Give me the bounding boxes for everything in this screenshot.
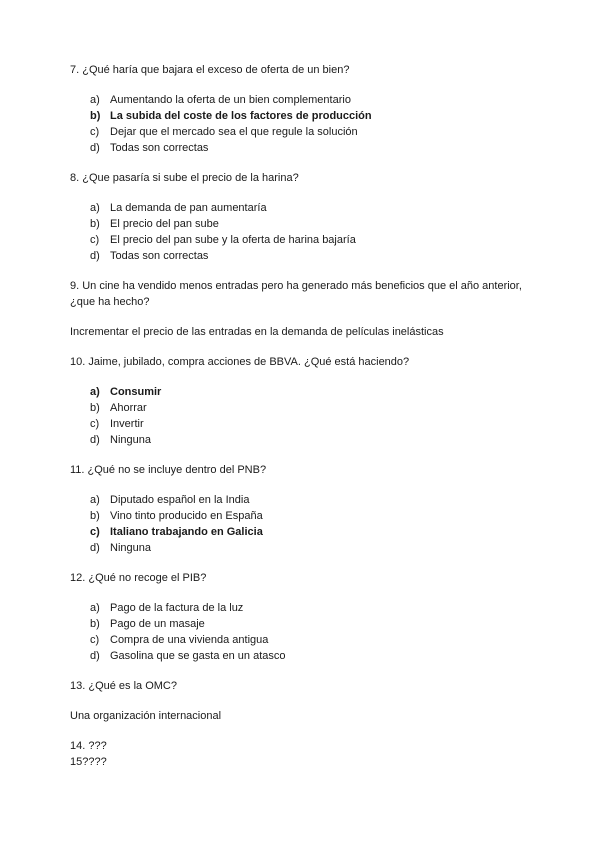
answer-text: 15???? <box>70 756 107 768</box>
option-letter: b) <box>90 402 100 414</box>
option-text: Todas son correctas <box>110 250 209 262</box>
question-text: 8. ¿Que pasaría si sube el precio de la harina? <box>70 172 299 184</box>
option-letter: c) <box>90 126 100 138</box>
answer-text: Incrementar el precio de las entradas en la demanda de películas inelásticas <box>70 326 444 338</box>
option-text: Italiano trabajando en Galicia <box>110 526 263 538</box>
option-row <box>70 492 536 508</box>
option-text: Ahorrar <box>110 402 147 414</box>
option-text: El precio del pan sube y la oferta de harina bajaría <box>110 234 356 246</box>
answer-text: Una organización internacional <box>70 710 222 722</box>
option-letter: d) <box>90 650 100 662</box>
document-content <box>70 62 536 770</box>
option-text: Pago de un masaje <box>110 618 205 630</box>
option-letter: c) <box>90 634 100 646</box>
question-text: 11. ¿Qué no se incluye dentro del PNB? <box>70 464 267 476</box>
option-row <box>70 648 536 664</box>
option-row <box>70 416 536 432</box>
option-letter: c) <box>90 234 100 246</box>
option-row <box>70 232 536 248</box>
question-text: 7. ¿Qué haría que bajara el exceso de oferta de un bien? <box>70 64 350 76</box>
option-row <box>70 216 536 232</box>
question-text: 10. Jaime, jubilado, compra acciones de BBVA. ¿Qué está haciendo? <box>70 356 410 368</box>
option-row <box>70 540 536 556</box>
option-row <box>70 124 536 140</box>
question-text: 12. ¿Qué no recoge el PIB? <box>70 572 207 584</box>
option-text: Vino tinto producido en España <box>110 510 263 522</box>
option-row <box>70 92 536 108</box>
option-row <box>70 616 536 632</box>
option-text: Pago de la factura de la luz <box>110 602 244 614</box>
option-text: Dejar que el mercado sea el que regule la solución <box>110 126 358 138</box>
options-list <box>70 492 536 556</box>
option-text: Diputado español en la India <box>110 494 250 506</box>
option-row <box>70 140 536 156</box>
option-letter: b) <box>90 218 100 230</box>
option-row <box>70 384 536 400</box>
option-row <box>70 432 536 448</box>
option-letter: b) <box>90 510 100 522</box>
option-letter: d) <box>90 542 100 554</box>
option-letter: b) <box>90 110 101 122</box>
option-text: El precio del pan sube <box>110 218 219 230</box>
option-row <box>70 248 536 264</box>
question-text: 9. Un cine ha vendido menos entradas pero ha generado más beneficios que el año anterior, ¿que ha hecho? <box>70 280 522 308</box>
options-list <box>70 200 536 264</box>
option-text: La subida del coste de los factores de producción <box>110 110 372 122</box>
option-text: Ninguna <box>110 434 151 446</box>
option-row <box>70 508 536 524</box>
option-letter: d) <box>90 142 100 154</box>
option-row <box>70 632 536 648</box>
option-row <box>70 600 536 616</box>
option-row <box>70 108 536 124</box>
option-letter: a) <box>90 386 100 398</box>
option-row <box>70 524 536 540</box>
option-letter: a) <box>90 94 100 106</box>
option-text: Todas son correctas <box>110 142 209 154</box>
option-text: Gasolina que se gasta en un atasco <box>110 650 286 662</box>
option-letter: a) <box>90 202 100 214</box>
option-letter: b) <box>90 618 100 630</box>
option-text: Consumir <box>110 386 162 398</box>
answer-text: 14. ??? <box>70 740 107 752</box>
option-text: Compra de una vivienda antigua <box>110 634 269 646</box>
option-letter: c) <box>90 526 100 538</box>
options-list <box>70 600 536 664</box>
option-text: Invertir <box>110 418 144 430</box>
option-letter: a) <box>90 602 100 614</box>
options-list <box>70 384 536 448</box>
option-text: Ninguna <box>110 542 151 554</box>
option-row <box>70 200 536 216</box>
options-list <box>70 92 536 156</box>
option-letter: d) <box>90 250 100 262</box>
option-letter: d) <box>90 434 100 446</box>
option-letter: c) <box>90 418 100 430</box>
option-text: Aumentando la oferta de un bien complementario <box>110 94 351 106</box>
option-row <box>70 400 536 416</box>
option-letter: a) <box>90 494 100 506</box>
question-text: 13. ¿Qué es la OMC? <box>70 680 177 692</box>
option-text: La demanda de pan aumentaría <box>110 202 267 214</box>
